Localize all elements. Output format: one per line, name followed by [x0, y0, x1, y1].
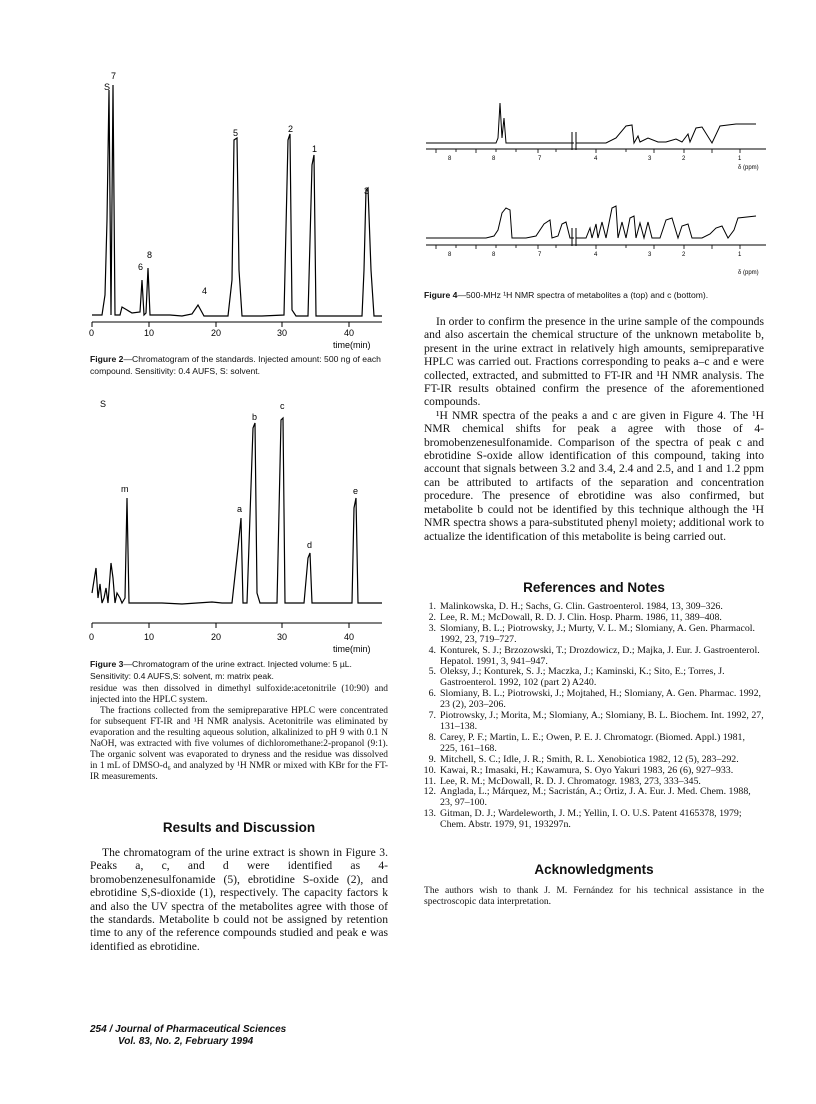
reference-text: Slomiany, B. L.; Piotrowsky, J.; Murty, V. L. M.; Slomiany, A. Gen. Pharmacol. 1992, 23, 719–727.: [440, 622, 755, 645]
fig2-tick-20: 20: [211, 328, 222, 338]
reference-item: [420, 711, 764, 733]
fig4-bottom-trace: [426, 206, 756, 238]
reference-item: [420, 787, 764, 809]
references-heading: References and Notes: [523, 580, 665, 595]
fig4-caption-text: —500-MHz ¹H NMR spectra of metabolites a (top) and c (bottom).: [457, 290, 709, 300]
reference-item: [420, 755, 764, 766]
figure-2-caption: [90, 354, 388, 377]
discussion-text: [424, 315, 764, 543]
fig4-bottom-unit: δ (ppm): [738, 270, 759, 276]
fig2-peak-2: 2: [288, 124, 294, 134]
footer-journal: 254 / Journal of Pharmaceutical Sciences: [90, 1024, 287, 1035]
reference-number: 13.: [423, 808, 436, 820]
fig4-top-tick-3: 4: [594, 156, 598, 162]
reference-item: [420, 766, 764, 777]
footer-volume: Vol. 83, No. 2, February 1994: [118, 1036, 254, 1047]
fig2-peak-6: 6: [138, 262, 144, 272]
methods-p1: residue was then dissolved in dimethyl sulfoxide:acetonitrile (10:90) and injected into the HPLC system.: [90, 684, 388, 705]
fig3-peak-S: S: [100, 399, 107, 409]
fig4-bottom-tick-3: 4: [594, 252, 598, 258]
reference-number: 10.: [423, 764, 436, 776]
fig2-tick-30: 30: [277, 328, 288, 338]
fig2-caption-text: —Chromatogram of the standards. Injected amount: 500 ng of each compound. Sensitivity: 0.4 AUFS, S: solvent.: [90, 354, 381, 376]
fig4-bottom-tick-1: 8: [492, 252, 496, 258]
fig3-tick-10: 10: [144, 632, 155, 642]
fig2-peak-S: S: [104, 82, 111, 92]
fig3-peak-b: b: [252, 412, 258, 422]
reference-text: Gitman, D. J.; Wardeleworth, J. M.; Yellin, I. O. U.S. Patent 4165378, 1979; Chem. Abstr. 1979, 91, 193297n.: [440, 808, 742, 831]
fig4-bottom-tick-6: 1: [738, 252, 742, 258]
fig2-peak-4: 4: [202, 286, 208, 296]
discussion-p2: ¹H NMR spectra of the peaks a and c are given in Figure 4. The ¹H NMR chemical shifts for peak a agree with those of 4-bromobenzenesulfonamide. Comparison of the spectra of peak c and ebrotidine S-oxide allow identification of this compound, taking into account that signals between 3.2 and 3.4, 2.4 and 2.5, and 1 and 1.2 ppm can be attributed to artifacts of the separation and concentration procedure. The presence of ebrotidine was also confirmed, but metabolite b could not be identified by this technique although the ¹H NMR spectra shows a para-substituted phenyl moiety; additional work to actualize the identification of this metabolite is being carried out.: [424, 408, 764, 543]
reference-number: 9.: [428, 753, 436, 765]
fig4-top-trace: [426, 103, 756, 143]
fig4-top-unit: δ (ppm): [738, 165, 759, 171]
reference-text: Piotrowsky, J.; Morita, M.; Slomiany, A.; Slomiany, B. L. Biochem. Int. 1992, 27, 131–138.: [440, 710, 764, 732]
figure-2-chromatogram: [89, 70, 392, 350]
figure-3-caption: [90, 659, 388, 682]
fig4-top-tick-6: 1: [738, 156, 742, 162]
fig2-peak-7: 7: [111, 71, 117, 81]
reference-text: Anglada, L.; Márquez, M.; Sacristán, A.; Ortiz, J. A. Eur. J. Med. Chem. 1988, 23, 97–100.: [440, 786, 751, 809]
fig3-peak-e: e: [353, 486, 359, 496]
reference-text: Lee, R. M.; McDowall, R. D. J. Clin. Hosp. Pharm. 1986, 11, 389–408.: [440, 611, 722, 623]
reference-number: 6.: [428, 688, 436, 700]
reference-number: 4.: [428, 644, 436, 656]
reference-text: Konturek, S. J.; Brzozowski, T.; Drozdowicz, D.; Majka, J. Eur. J. Gastroenterol. Hepatol. 1991, 3, 941–947.: [440, 644, 760, 667]
fig2-trace: [92, 85, 382, 316]
fig2-peak-1: 1: [312, 144, 318, 154]
figure-4-nmr-spectra: [426, 98, 766, 276]
fig3-tick-30: 30: [277, 632, 288, 642]
figure-4-caption: [424, 290, 764, 302]
reference-number: 12.: [423, 786, 436, 798]
fig3-peak-c: c: [280, 401, 285, 411]
fig4-top-tick-0: 8: [448, 156, 452, 162]
reference-item: [420, 624, 764, 646]
fig2-peak-5: 5: [233, 128, 239, 138]
reference-item: [420, 667, 764, 689]
fig3-caption-text: —Chromatogram of the urine extract. Injected volume: 5 µL. Sensitivity: 0.4 AUFS,S: solvent, m: matrix peak.: [90, 659, 352, 681]
discussion-p1: In order to confirm the presence in the urine sample of the compounds and also ascertain the chemical structure of the unknown metabolite b, present in the urine extract in relatively high amounts, semipreparative HPLC was carried out. Fractions corresponding to peaks a–c and e were collected, extracted, and submitted to FT-IR and ¹H NMR analysis. The FT-IR results obtained confirm the presence of the aforementioned compounds.: [424, 315, 764, 409]
fig3-peak-a: a: [237, 504, 243, 514]
fig2-tick-40: 40: [344, 328, 355, 338]
fig4-bottom-tick-0: 8: [448, 252, 452, 258]
reference-item: [420, 733, 764, 755]
fig2-tick-10: 10: [144, 328, 155, 338]
fig2-peak-8: 8: [147, 250, 153, 260]
acknowledgments-text: The authors wish to thank J. M. Fernández for his technical assistance in the spectroscopic data interpretation.: [424, 885, 764, 907]
results-text: [90, 846, 388, 953]
fig3-caption-label: Figure 3: [90, 659, 124, 669]
reference-number: 5.: [428, 666, 436, 678]
fig2-tick-0: 0: [89, 328, 95, 338]
fig4-top-tick-4: 3: [648, 156, 652, 162]
fig3-tick-40: 40: [344, 632, 355, 642]
fig3-peak-m: m: [121, 484, 129, 494]
reference-text: Mitchell, S. C.; Idle, J. R.; Smith, R. L. Xenobiotica 1982, 12 (5), 283–292.: [440, 753, 739, 765]
page-footer: [90, 1024, 286, 1048]
reference-text: Slomiany, B. L.; Piotrowski, J.; Mojtahed, H.; Slomiany, A. Gen. Pharmac. 1992, 23 (2), 203–206.: [440, 688, 762, 711]
references-list: [420, 602, 764, 831]
fig4-caption-label: Figure 4: [424, 290, 458, 300]
fig4-bottom-tick-2: 7: [538, 252, 542, 258]
reference-number: 11.: [424, 775, 436, 787]
reference-number: 7.: [428, 710, 436, 722]
reference-text: Carey, P. F.; Martin, L. E.; Owen, P. E. J. Chromatogr. (Biomed. Appl.) 1981, 225, 161–168.: [440, 731, 745, 754]
fig4-top-tick-5: 2: [682, 156, 686, 162]
reference-number: 8.: [428, 731, 436, 743]
reference-number: 2.: [428, 611, 436, 623]
reference-text: Kawai, R.; Imasaki, H.; Kawamura, S. Oyo Yakuri 1983, 26 (6), 927–933.: [440, 764, 734, 776]
fig3-tick-20: 20: [211, 632, 222, 642]
fig3-peak-d: d: [307, 540, 313, 550]
fig4-top-tick-1: 8: [492, 156, 496, 162]
results-heading: Results and Discussion: [162, 820, 316, 835]
fig4-bottom-tick-5: 2: [682, 252, 686, 258]
reference-item: [420, 646, 764, 668]
fig4-top-tick-2: 7: [538, 156, 542, 162]
fig3-axis-label: time(min): [333, 644, 371, 654]
fig4-bottom-tick-4: 3: [648, 252, 652, 258]
fig2-axis-label: time(min): [333, 340, 371, 350]
fig2-caption-label: Figure 2: [90, 354, 124, 364]
reference-number: 1.: [428, 601, 436, 612]
fig3-tick-0: 0: [89, 632, 95, 642]
fig2-peak-3: 3: [364, 186, 370, 196]
results-p1: The chromatogram of the urine extract is shown in Figure 3. Peaks a, c, and d were identified as 4-bromobenzenesulfonamide (5), ebrotidine S-oxide (2), and ebrotidine S,S-dioxide (1), respectively. The capacity factors k and also the UV spectra of the metabolites agree with those of the standards. Metabolite b could not be assigned by retention time to any of the reference compounds studied and peak e was identified as ebrotidine.: [90, 846, 388, 953]
methods-text: [90, 684, 388, 783]
reference-number: 3.: [428, 622, 436, 634]
methods-p2: The fractions collected from the semipreparative HPLC were concentrated for subsequent FT-IR and ¹H NMR analysis. Acetonitrile was eliminated by evaporation and the resulting aqueous solution, alkalinized to pH 9 with 0.1 N NaOH, was extracted with five volumes of dichloromethane:2-propanol (9:1). The organic solvent was evaporated to dryness and the residue was dissolved in 1 mL of DMSO-d₆ and analyzed by ¹H NMR or mixed with KBr for the FT-IR measurements.: [90, 706, 388, 782]
acknowledgments-heading: Acknowledgments: [534, 862, 654, 877]
reference-item: [420, 689, 764, 711]
reference-text: Lee, R. M.; McDowall, R. D. J. Chromatogr. 1983, 273, 333–345.: [440, 775, 701, 787]
reference-item: [420, 809, 764, 831]
reference-text: Malinkowska, D. H.; Sachs, G. Clin. Gastroenterol. 1984, 13, 309–326.: [440, 601, 723, 612]
reference-text: Oleksy, J.; Konturek, S. J.; Maczka, J.; Kaminski, K.; Sito, E.; Torres, J. Gastroenterol. 1992, 102 (part 2) A240.: [440, 666, 725, 689]
